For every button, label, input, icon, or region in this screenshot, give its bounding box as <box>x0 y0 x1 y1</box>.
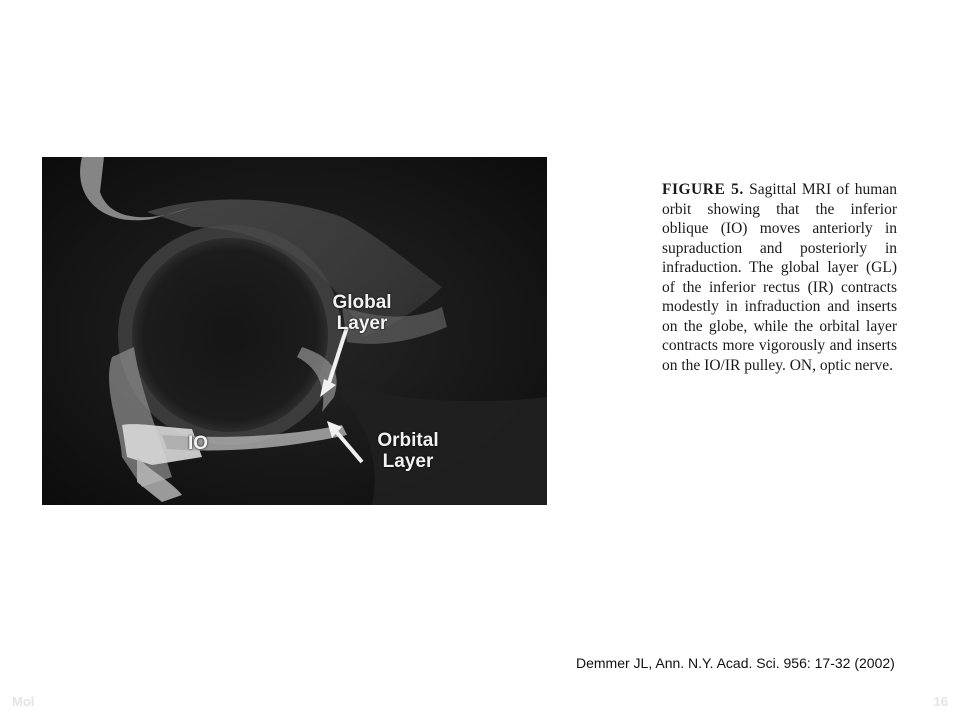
footer-left-text: Mol <box>12 694 35 709</box>
global-layer-label <box>314 292 410 334</box>
orbital-layer-label-line2: Layer <box>382 451 434 472</box>
page-number: 16 <box>933 694 948 709</box>
figure-caption <box>662 180 897 375</box>
figure-caption-text: Sagittal MRI of human orbit showing that the inferior oblique (IO) moves anteriorly in supraduction and posteriorly in infraduction. The global layer (GL) of the inferior rectus (IR) contracts modestly in infraduction and inserts on the globe, while the orbital layer contracts more vigorously and inserts on the IO/IR pulley. ON, optic nerve. <box>662 181 897 374</box>
mri-image <box>42 157 547 505</box>
citation: Demmer JL, Ann. N.Y. Acad. Sci. 956: 17-32 (2002) <box>576 655 895 671</box>
mri-scan-graphic <box>42 157 547 505</box>
io-label: IO <box>188 433 209 454</box>
global-layer-label-line2: Layer <box>336 313 388 334</box>
orbital-layer-label-line1: Orbital <box>377 430 439 451</box>
figure-caption-heading: FIGURE 5. <box>662 181 744 198</box>
orbital-layer-label <box>360 430 456 472</box>
global-layer-label-line1: Global <box>332 292 392 313</box>
